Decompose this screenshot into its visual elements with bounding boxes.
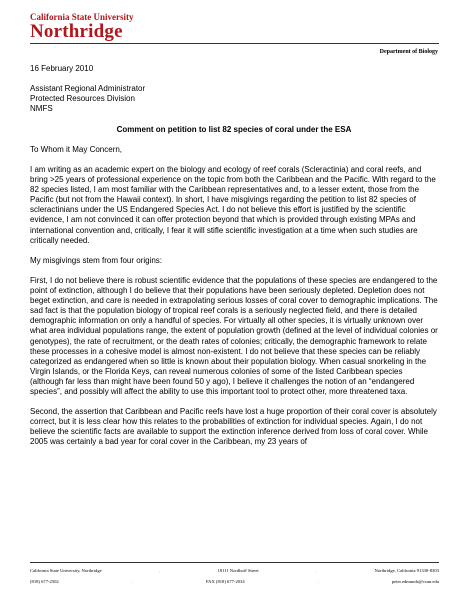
footer-rule [30, 562, 439, 563]
letter-subject: Comment on petition to list 82 species of coral under the ESA [116, 124, 352, 134]
footer-phone: (818) 677-2502 [30, 579, 59, 584]
university-logo [30, 12, 134, 42]
letter-date: 16 February 2010 [30, 64, 94, 73]
footer-contact-row [30, 579, 439, 584]
footer-email: peter.edmunds@csun.edu [391, 579, 439, 584]
letter-body [30, 64, 438, 458]
department-name: Department of Biology [379, 49, 438, 55]
footer-separator: . [316, 568, 318, 573]
paragraph: First, I do not believe there is robust scientific evidence that the populations of these species are endangered to the point of extinction, although I do believe that their populations have been seriously depleted. Depletion does not beget extinction, and care is needed in extrapolating serious losses of coral cover to demographic implications. The sad fact is that the population biology of tropical reef corals is a seriously neglected field, and there is detailed demographic information on only a handful of species. For virtually all other species, it is virtually unknown over what area individual populations range, the extent of population growth (defined at the level of individual colonies or genotypes), the rate of recruitment, or the death rates of colonies; critically, the demographic framework to relate these processes in a cohesive model is almost non-existent. I do not believe that these species can be reliably categorized as endangered when so little is known about their population biology. When casual snorkeling in the Virgin Islands, or the Florida Keys, can reveal numerous colonies of some of the listed Caribbean species (although far less than might have been found 50 y ago), I believe it challenges the notion of an “endangered species”, and possibly will affect the ability to use this important tool to protect other, more threatened taxa. [30, 275, 438, 396]
recipient-line: NMFS [30, 104, 53, 114]
paragraph: Second, the assertion that Caribbean and Pacific reefs have lost a huge proportion of their coral cover is absolutely correct, but it is less clear how this relates to the probabilities of extinction for individual species. Again, I do not believe the scientific facts are available to support the extinction inference derived from loss of coral cover. While 2005 was certainly a bad year for coral cover in the Caribbean, my 23 years of [30, 407, 437, 447]
footer-street: 18111 Nordhoff Street [217, 568, 259, 573]
salutation: To Whom it May Concern, [30, 144, 123, 154]
footer-university: California State University, Northridge [30, 568, 102, 573]
recipient-address [30, 84, 438, 114]
footer-separator: . [159, 568, 161, 573]
recipient-line: Protected Resources Division [30, 94, 135, 104]
header-rule [30, 43, 439, 44]
footer-city: Northridge, California 91330-8303 [374, 568, 439, 573]
footer-separator: . [317, 579, 319, 584]
paragraph: I am writing as an academic expert on the biology and ecology of reef corals (Scleractinia) and coral reefs, and bring >25 years of professional experience on the topic from both the Caribbean and the Pacific. With regard to the 82 species listed, I am most familiar with the Caribbean representatives and, to a lesser extent, those from the Pacific (but not from the Hawaii context). In short, I have misgivings regarding the petition to list 82 species of scleractinians under the US Endangered Species Act. I do not believe this effort is justified by the scientific evidence, I am not convinced it can offer protection beyond that which is provided through existing MPAs and international convention and, critically, I fear it will stifle scientific investigation at a time when such studies are critically needed. [30, 164, 436, 245]
paragraph: My misgivings stem from four origins: [30, 255, 163, 265]
recipient-line: Assistant Regional Administrator [30, 84, 146, 94]
footer-separator: . [131, 579, 133, 584]
footer-fax: FAX (818) 677-2034 [205, 579, 245, 584]
footer-address-row [30, 568, 439, 573]
logo-university-name: California State University [30, 12, 134, 22]
logo-campus-name: Northridge [30, 21, 123, 42]
